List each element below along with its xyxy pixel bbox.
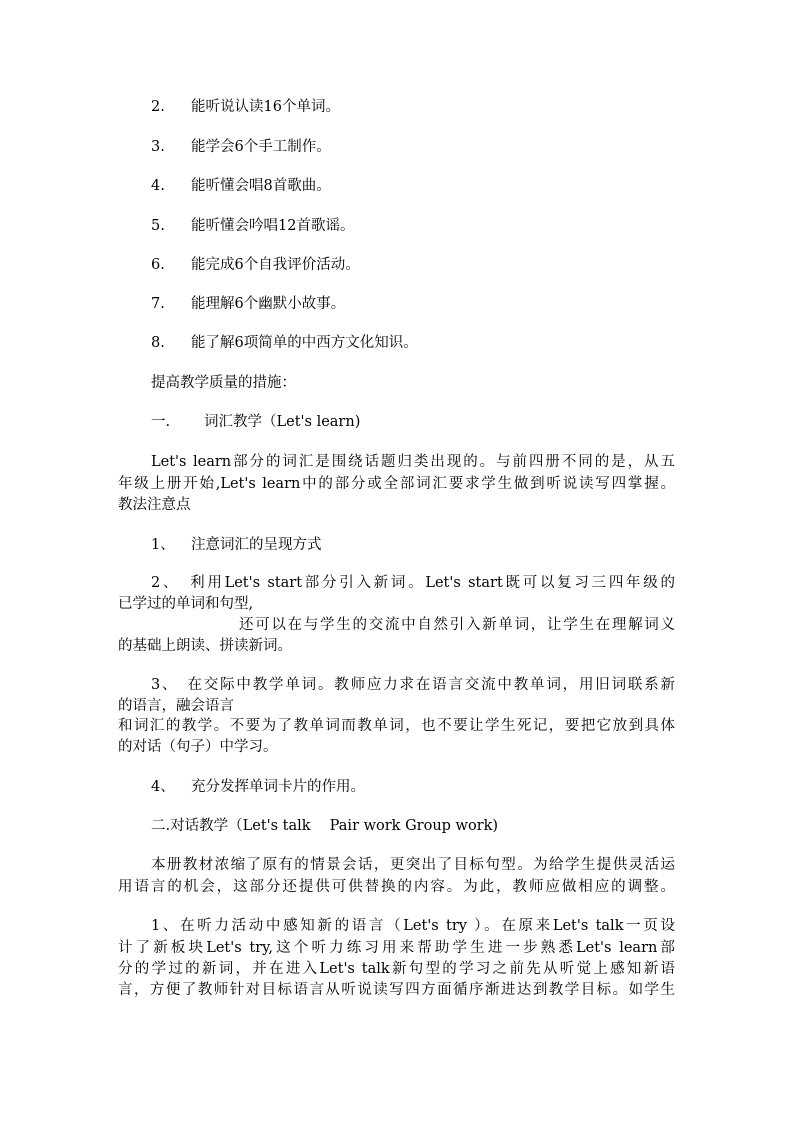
section1-title: 词汇教学（Let's learn) (204, 414, 361, 430)
section1-intro-line3: 教法注意点 (118, 497, 191, 513)
section1-item-3-line2: 的语言，融会语言 (118, 698, 234, 714)
goal-item-6 (151, 255, 360, 275)
goal-number: 7. (151, 296, 165, 312)
goal-text: 能学会6个手工制作。 (191, 139, 331, 155)
section2-item-1-line2: 计了新板块Let's try,这个听力练习用来帮助学生进一步熟悉Let's learn部 (118, 940, 675, 956)
item-text: 利用Let's start部分引入新词。Let's start既可以复习三四年级的 (190, 575, 675, 591)
goal-number: 8. (151, 335, 165, 351)
section2-intro-line1: 本册教材浓缩了原有的情景会话，更突出了目标句型。为给学生提供灵活运 (151, 857, 675, 873)
section1-heading (151, 412, 360, 432)
section2-heading: 二.对话教学（Let's talk Pair work Group work) (151, 818, 499, 834)
section1-intro-line2: 年级上册开始,Let's learn中的部分或全部词汇要求学生做到听说读写四掌握。 (118, 476, 675, 492)
goal-number: 5. (151, 218, 165, 234)
goal-item-2 (151, 97, 340, 117)
goal-text: 能完成6个自我评价活动。 (191, 257, 360, 273)
goal-number: 4. (151, 178, 165, 194)
section1-item-2-line2: 已学过的单词和句型, (118, 596, 254, 612)
section2-item-1-line4: 言，方便了教师针对目标语言从听说读写四方面循序渐进达到教学目标。如学生 (118, 982, 675, 998)
goal-number: 3. (151, 139, 165, 155)
section1-item-3-line1 (151, 675, 675, 696)
measures-heading: 提高教学质量的措施： (151, 375, 296, 391)
section1-number: 一. (151, 414, 171, 430)
section1-item-1 (151, 535, 322, 555)
goal-item-4 (151, 176, 331, 196)
section1-item-2-line3: 还可以在与学生的交流中自然引入新单词，让学生在理解词义 (239, 617, 675, 633)
section2-intro-line2: 用语言的机会，这部分还提供可供替换的内容。为此，教师应做相应的调整。 (118, 879, 675, 895)
goal-number: 2. (151, 99, 165, 115)
goal-text: 能听懂会吟唱12首歌谣。 (191, 218, 355, 234)
goal-text: 能听说认读16个单词。 (191, 99, 340, 115)
section2-item-1-line1: 1、在听力活动中感知新的语言（Let's try ）。在原来Let's talk一页设 (151, 918, 675, 934)
item-text: 注意词汇的呈现方式 (191, 537, 322, 553)
section1-item-3-line3: 和词汇的教学。不要为了教单词而教单词，也不要让学生死记，要把它放到具体 (118, 718, 675, 734)
item-text: 充分发挥单词卡片的作用。 (191, 779, 365, 795)
item-number: 2、 (151, 575, 173, 591)
goal-item-3 (151, 137, 331, 157)
section1-item-2-line1 (151, 573, 675, 594)
item-number: 3、 (151, 677, 172, 693)
section1-item-3-line4: 的对话（句子）中学习。 (118, 739, 278, 755)
goal-item-5 (151, 216, 354, 236)
goal-text: 能了解6项简单的中西方文化知识。 (191, 335, 418, 351)
item-number: 1、 (151, 537, 175, 553)
goal-text: 能理解6个幽默小故事。 (191, 296, 346, 312)
goal-item-8 (151, 333, 418, 353)
goal-text: 能听懂会唱8首歌曲。 (191, 178, 331, 194)
item-text: 在交际中教学单词。教师应力求在语言交流中教单词，用旧词联系新 (187, 677, 676, 693)
section1-item-4 (151, 777, 365, 797)
section2-item-1-line3: 分的学过的新词，并在进入Let's talk新句型的学习之前先从听觉上感知新语 (118, 961, 675, 977)
section1-item-2-line4: 的基础上朗读、拼读新词。 (118, 638, 292, 654)
item-number: 4、 (151, 779, 175, 795)
section1-intro-line1: Let's learn部分的词汇是围绕话题归类出现的。与前四册不同的是，从五 (151, 454, 675, 470)
goal-number: 6. (151, 257, 165, 273)
goal-item-7 (151, 294, 345, 314)
